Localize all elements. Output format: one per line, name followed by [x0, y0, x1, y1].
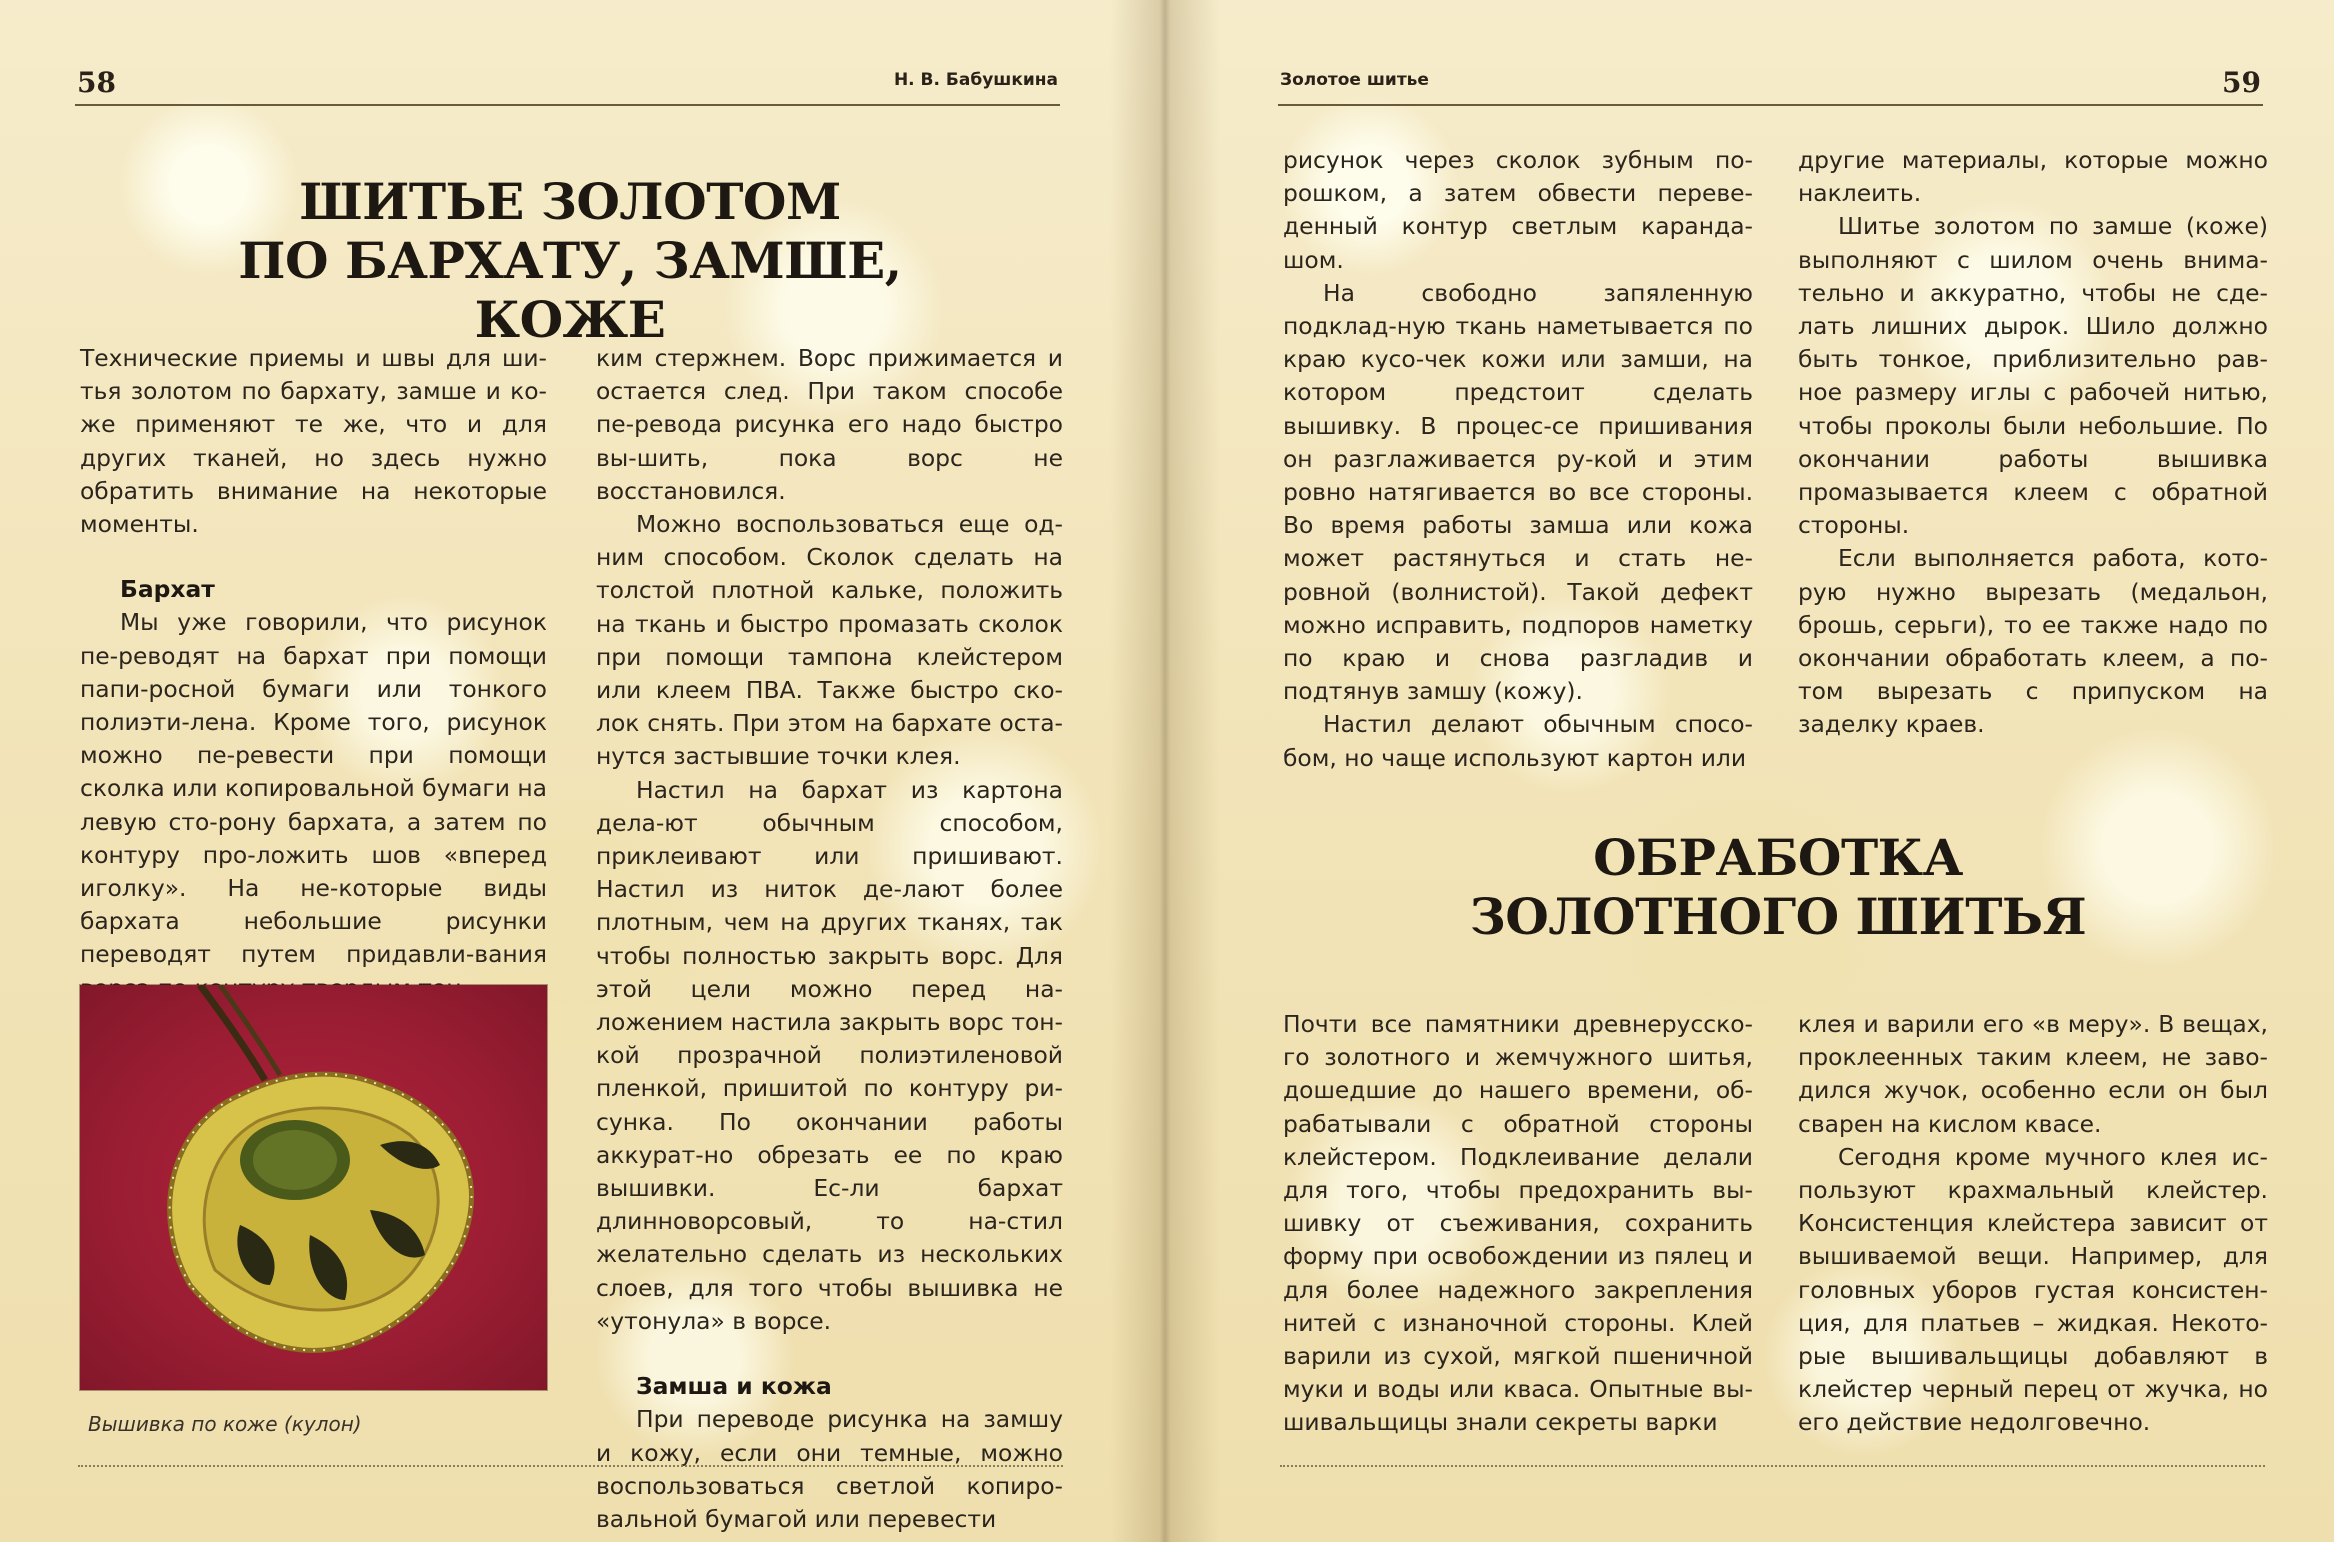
right-column-1 [1283, 144, 1753, 775]
right-column-2 [1798, 144, 2268, 742]
paragraph: Можно воспользоваться еще од-ним способом. Сколок сделать на толстой плотной кальке, положить на ткань и быстро промазать сколок при помощи тампона клейстером или клеем ПВА. Также быстро ско-лок снять. При этом на бархате оста-нутся застывшие точки клея. [596, 510, 1063, 771]
running-head-title: Золотое шитье [1280, 70, 1429, 90]
title-line: ОБРАБОТКА [1593, 828, 1963, 887]
title-line: ЗОЛОТНОГО ШИТЬЯ [1469, 887, 2087, 946]
right-page [1158, 0, 2334, 1542]
paragraph: Настил делают обычным спосо-бом, но чаще используют картон или [1283, 710, 1753, 772]
paragraph: Сегодня кроме мучного клея ис-пользуют крахмальный клейстер. Консистенция клейстера зависит от вышиваемой вещи. Например, для головных уборов густая консистен-ция, для платьев – жидкая. Некото-рые вышивальщицы добавляют в клейстер черный перец от жучка, но его действие недолговечно. [1798, 1142, 2268, 1437]
right-column-4 [1798, 1008, 2268, 1440]
paragraph: На свободно запяленную подклад-ную ткань наметывается по краю кусо-чек кожи или замши, на котором предстоит сделать вышивку. В процес-се пришивания он разглаживается ру-кой и этим ровно натягивается во все стороны. Во время работы замша или кожа может растянуться и стать не-ровной (волнистой). Такой дефект можно исправить, подпоров наметку по краю и снова разгладив и подтянув замшу (кожу). [1283, 278, 1753, 706]
leather-pendant-image [80, 985, 547, 1390]
paragraph: рисунок через сколок зубным по-рошком, а затем обвести переве-денный контур светлым каранда-шом. [1283, 146, 1753, 274]
paragraph: Шитье золотом по замше (коже) выполняют с шилом очень внима-тельно и аккуратно, чтобы не сде-лать лишних дырок. Шило должно быть тонкое, приблизительно рав-ное размеру иглы с рабочей нитью, чтобы проколы были небольшие. По окончании работы вышивка промазывается клеем с обратной стороны. [1798, 212, 2268, 540]
intro-paragraph: Технические приемы и швы для ши-тья золотом по бархату, замше и ко-же применяют те же, что и для других тканей, но здесь нужно обратить внимание на некоторые моменты. [80, 344, 547, 539]
left-column-2 [596, 342, 1063, 1536]
right-column-3 [1283, 1008, 1753, 1440]
paragraph: ким стержнем. Ворс прижимается и остается след. При таком способе пе-ревода рисунка его надо быстро вы-шить, пока ворс не восстановился. [596, 344, 1063, 505]
title-line: ПО БАРХАТУ, ЗАМШЕ, КОЖЕ [238, 231, 902, 349]
footer-rule [1280, 1465, 2265, 1467]
right-page-header [1278, 60, 2263, 106]
page-number: 59 [2222, 66, 2261, 99]
left-page [0, 0, 1158, 1542]
section-heading-velvet: Бархат [120, 575, 215, 604]
left-page-header [75, 60, 1060, 106]
left-column-1 [80, 342, 547, 1005]
velvet-paragraph: Мы уже говорили, что рисунок пе-реводят на бархат при помощи папи-росной бумаги или тонкого полиэти-лена. Кроме того, рисунок можно пе-ревести при помощи сколка или копировальной бумаги на левую сто-рону бархата, а затем по контуру про-ложить шов «вперед иголку». На не-которые виды бархата небольшие рисунки переводят путем придавли-вания [80, 608, 547, 969]
paragraph: Почти все памятники древнерусско-го золотного и жемчужного шитья, дошедшие до нашего времени, об-рабатывали с обратной стороны клейстером. Подклеивание делали для того, чтобы предохранить вы-шивку от съеживания, сохранить форму при освобождении из пялец и для более надежного закрепления нитей с изнаночной стороны. Клей варили из сухой, мягкой пшеничной муки и воды или кваса. Опытные вы-шивальщицы знали секреты варки [1283, 1010, 1753, 1437]
page-number: 58 [77, 66, 116, 99]
paragraph: Настил на бархат из картона дела-ют обычным способом, приклеивают или пришивают. Настил из ниток де-лают более плотным, чем на других тканях, так чтобы полностью закрыть ворс. Для этой цели можно перед на-ложением настила закрыть ворс тон-кой прозрачной полиэтиленовой пленкой, пришитой по контуру ри-сунка. По окончании работы аккурат-но обрезать ее по краю вышивки. Ес-ли бархат длинноворсовый, то на-стил желательно сделать из нескольких слоев, для того чтобы вышивка не «утонула» в ворсе. [596, 775, 1063, 1335]
paragraph: клея и варили его «в меру». В вещах, проклеенных таким клеем, не заво-дился жучок, особенно если он был сварен на кислом квасе. [1798, 1010, 2268, 1138]
right-page-title [1458, 828, 2098, 946]
figure-caption: Вышивка по коже (кулон) [88, 1412, 362, 1436]
paragraph: другие материалы, которые можно наклеить. [1798, 146, 2268, 208]
footer-rule [78, 1465, 1063, 1467]
paragraph: При переводе рисунка на замшу и кожу, если они темные, можно воспользоваться светлой копиро-вальной бумагой или перевести [596, 1405, 1063, 1533]
left-page-title [180, 172, 960, 349]
paragraph: Если выполняется работа, кото-рую нужно вырезать (медальон, брошь, серьги), то ее также надо по окончании обработать клеем, а по-том вырезать с припуском на заделку краев. [1798, 544, 2268, 739]
title-line: ШИТЬЕ ЗОЛОТОМ [299, 172, 841, 231]
embroidery-photo [80, 985, 547, 1390]
running-head-author: Н. В. Бабушкина [893, 70, 1058, 90]
section-heading-suede: Замша и кожа [636, 1372, 832, 1401]
